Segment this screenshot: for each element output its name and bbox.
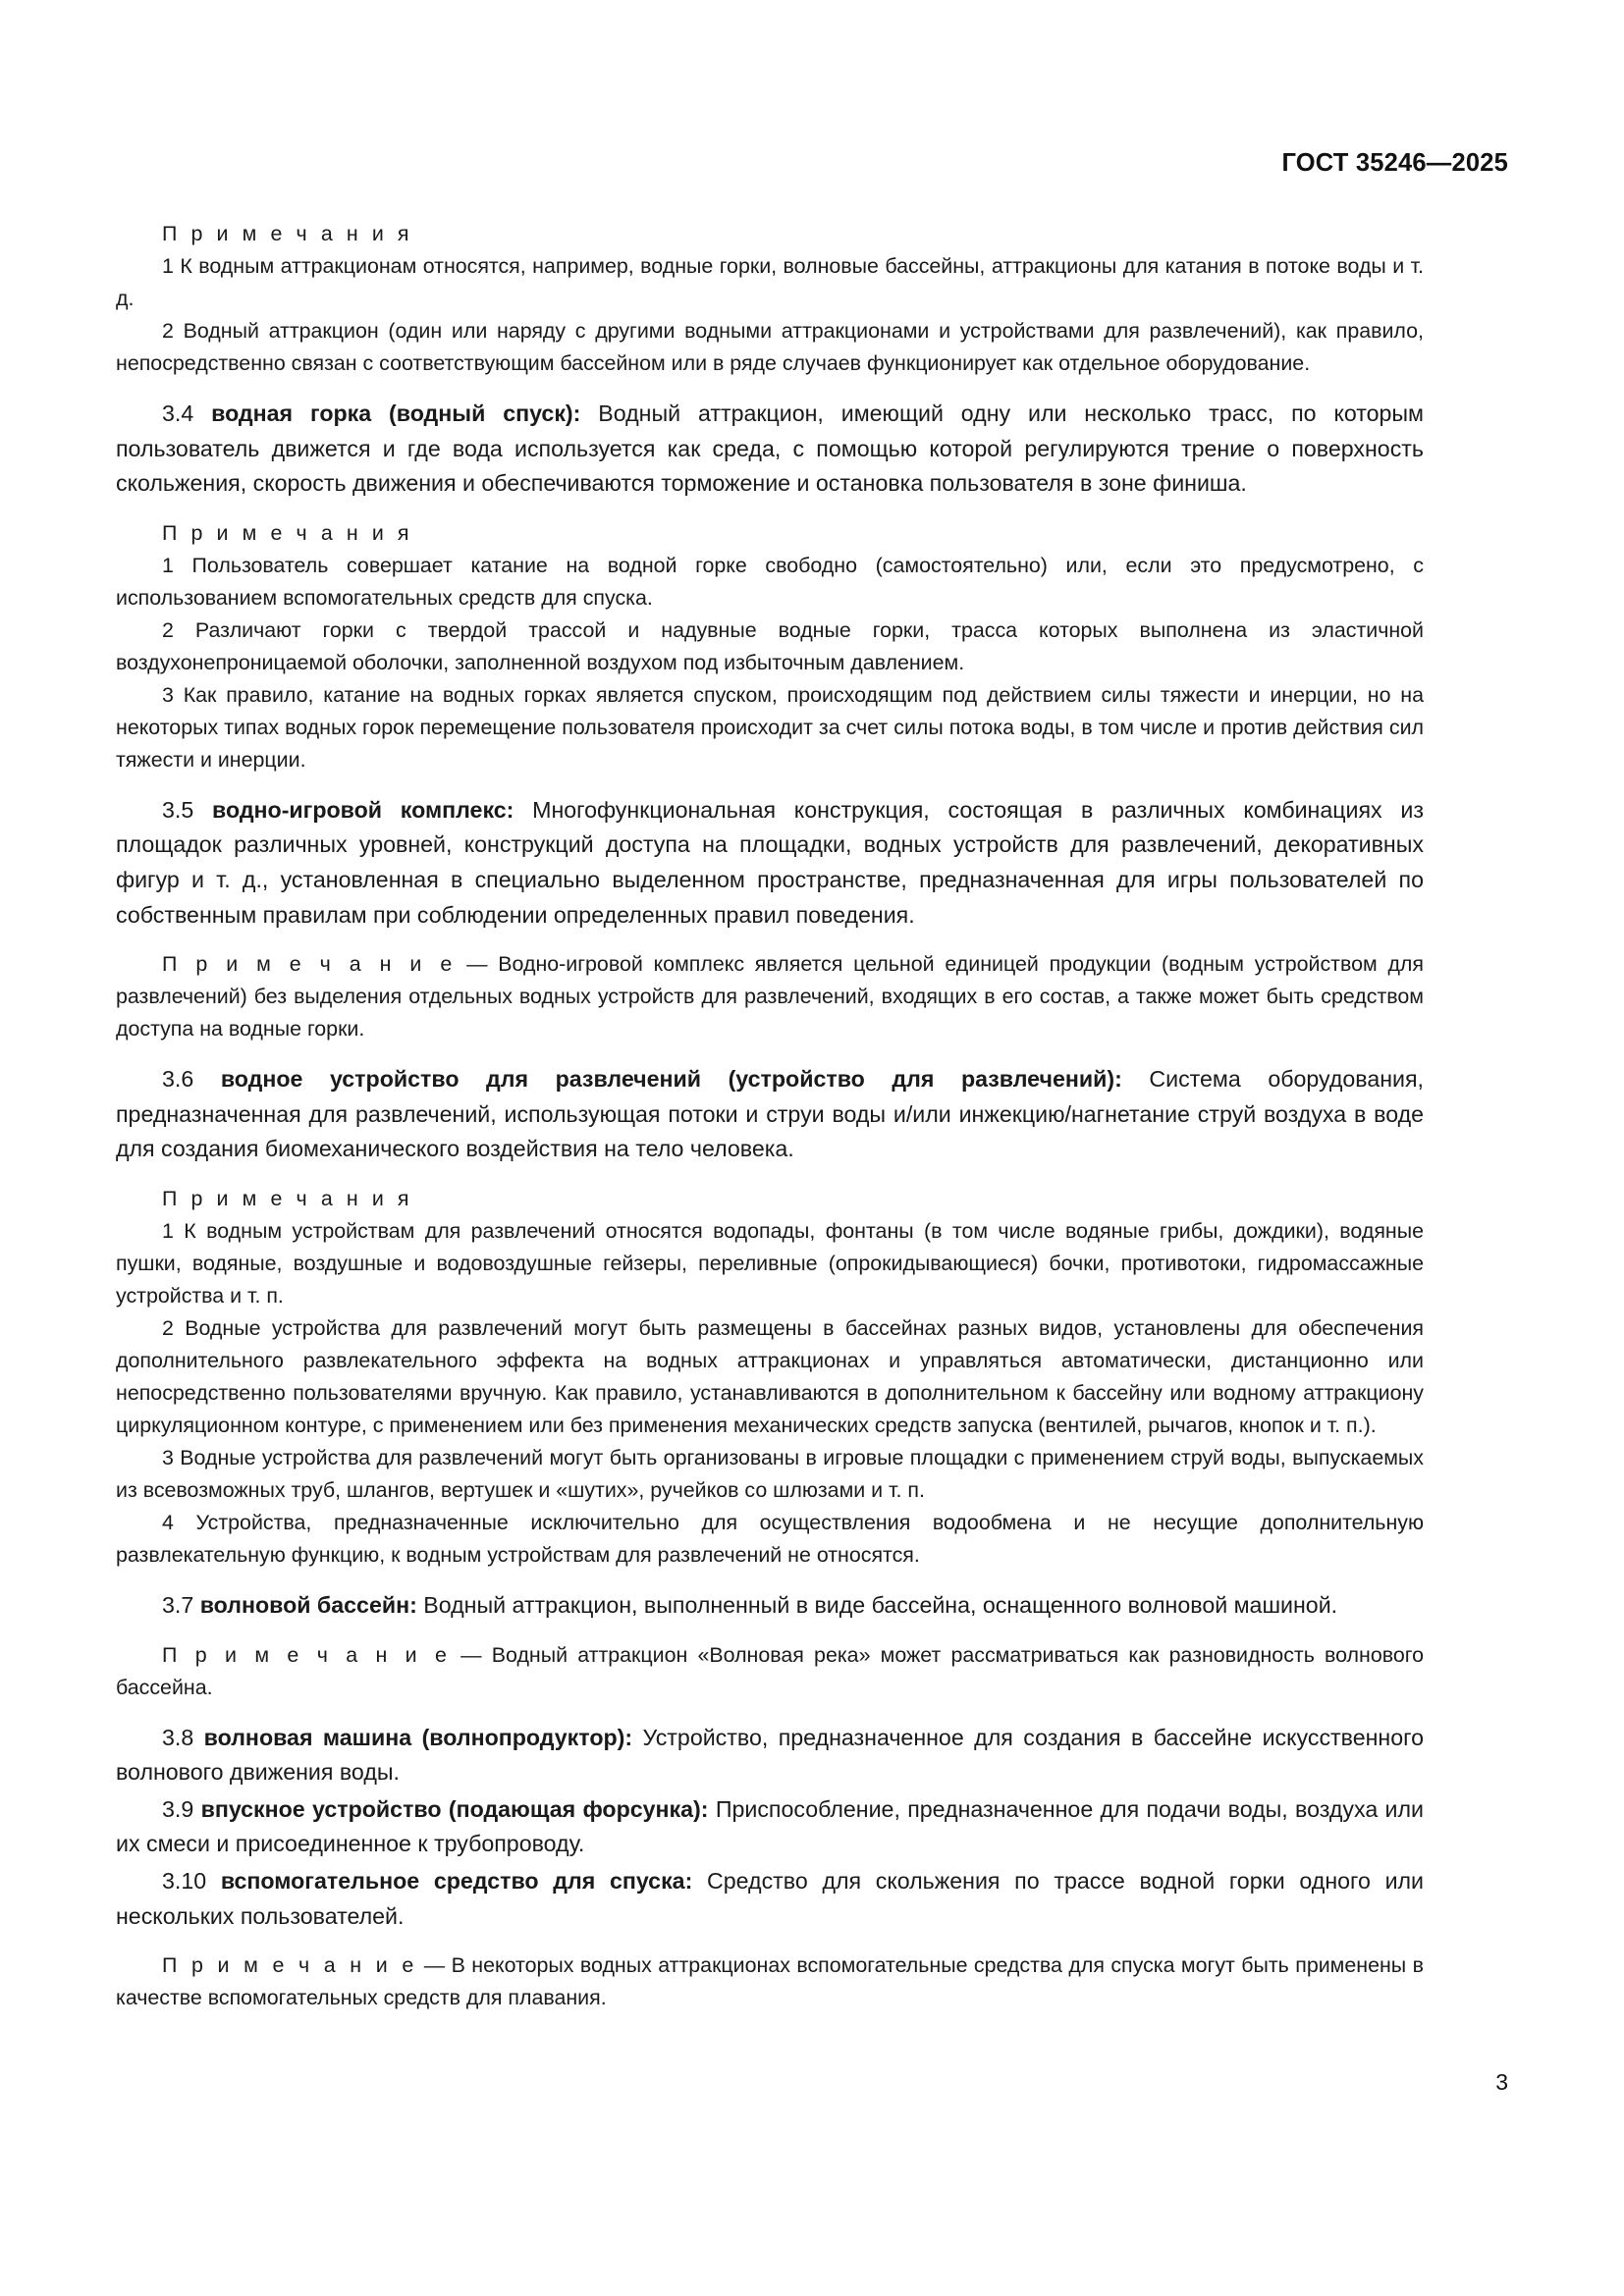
note-single-3-5 <box>116 948 1424 1045</box>
note-label: П р и м е ч а н и е <box>162 1953 418 1978</box>
note-item: 2 Водные устройства для развлечений могут быть размещены в бассейнах разных видов, установлены для обеспечения дополнительного развлекательного эффекта на водных аттракционах и управляться автоматически, дистанционно или непосредственно пользователями вручную. Как правило, устанавливаются в дополнительном к бассейну или водному аттракциону циркуляционном контуре, с применением или без применения механических средств запуска (вентилей, рычагов, кнопок и т. п.). <box>116 1315 1424 1437</box>
note-dash: — <box>417 1953 452 1978</box>
term-text: Многофункциональная конструкция, состоящая в различных комбинациях из площадок различных уровней, конструкций доступа на площадки, водных устройств для развлечений, декоративных фигур и т. д., установленная в специально выделенном пространстве, предназначенная для игры пользователей по собственным правилам при соблюдении определенных правил поведения. <box>116 796 1424 928</box>
term-number: 3.8 <box>162 1724 204 1750</box>
term-text: Средство для скольжения по трассе водной горки одного или нескольких пользователей. <box>116 1867 1425 1929</box>
term-name: впускное устройство (подающая форсунка): <box>200 1795 709 1822</box>
running-header-standard-number: ГОСТ 35246—2025 <box>1281 149 1508 177</box>
note-text: Водно-игровой комплекс является цельной единицей продукции (водным устройством для развлечений) без выделения отдельных водных устройств для развлечений, входящих в его состав, а также может быть средством доступа на водные горки. <box>116 952 1424 1041</box>
note-block-3-6 <box>116 1183 1424 1572</box>
term-text: Водный аттракцион, имеющий одну или несколько трасс, по которым пользователь движется и где вода используется как среда, с помощью которой регулируются трение о поверхность скольжения, скорость движения и обеспечиваются торможение и остановка пользователя в зоне финиша. <box>116 400 1424 497</box>
note-item: 2 Водный аттракцион (один или наряду с другими водными аттракционами и устройствами для развлечений), как правило, непосредственно связан с соответствующим бассейном или в ряде случаев функционирует как отдельное оборудование. <box>116 319 1424 375</box>
term-definition-3-9 <box>116 1792 1424 1862</box>
term-number: 3.7 <box>162 1591 200 1618</box>
note-label: П р и м е ч а н и е <box>162 952 457 977</box>
note-item: 1 К водным устройствам для развлечений относятся водопады, фонтаны (в том числе водяные грибы, дождики), водяные пушки, водяные, воздушные и водовоздушные гейзеры, переливные (опрокидывающиеся) бочки, противотоки, гидромассажные устройства и т. п. <box>116 1218 1424 1308</box>
note-single-3-7 <box>116 1639 1424 1704</box>
note-item: 2 Различают горки с твердой трассой и надувные водные горки, трасса которых выполнена из эластичной воздухонепроницаемой оболочки, заполненной воздухом под избыточным давлением. <box>116 617 1424 674</box>
note-item: 1 К водным аттракционам относятся, например, водные горки, волновые бассейны, аттракционы для катания в потоке воды и т. д. <box>116 254 1424 310</box>
notes-heading: П р и м е ч а н и я <box>162 1186 413 1210</box>
note-block-intro <box>116 218 1424 380</box>
term-name: водная горка (водный спуск): <box>211 400 581 426</box>
notes-heading: П р и м е ч а н и я <box>162 520 413 545</box>
term-number: 3.9 <box>162 1795 201 1822</box>
note-item: 4 Устройства, предназначенные исключительно для осуществления водообмена и не несущие дополнительную развлекательную функцию, к водным устройствам для развлечений не относятся. <box>116 1510 1424 1567</box>
term-definition-3-8 <box>116 1721 1424 1790</box>
note-label: П р и м е ч а н и е <box>162 1642 451 1667</box>
term-definition-3-10 <box>116 1864 1424 1934</box>
term-number: 3.10 <box>162 1867 221 1894</box>
note-text: В некоторых водных аттракционах вспомогательные средства для спуска могут быть применены в качестве вспомогательных средств для плавания. <box>116 1953 1424 2010</box>
term-definition-3-5 <box>116 793 1424 933</box>
term-name: вспомогательное средство для спуска: <box>220 1867 693 1894</box>
note-item: 3 Водные устройства для развлечений могут быть организованы в игровые площадки с применением струй воды, выпускаемых из всевозможных труб, шлангов, вертушек и «шутих», ручейков со шлюзами и т. п. <box>116 1445 1424 1502</box>
note-single-3-10 <box>116 1949 1424 2014</box>
note-block-3-4 <box>116 517 1424 776</box>
term-definition-3-7 <box>116 1588 1424 1624</box>
term-text: Водный аттракцион, выполненный в виде бассейна, оснащенного волновой машиной. <box>416 1591 1338 1618</box>
note-item: 1 Пользователь совершает катание на водной горке свободно (самостоятельно) или, если это предусмотрено, с использованием вспомогательных средств для спуска. <box>116 553 1424 610</box>
page-number: 3 <box>1495 2069 1508 2095</box>
term-definition-3-4 <box>116 397 1424 502</box>
term-name: водно-игровой комплекс: <box>212 796 514 823</box>
term-name: волновая машина (волнопродуктор): <box>203 1724 633 1750</box>
note-text: Водный аттракцион «Волновая река» может рассматриваться как разновидность волнового бассейна. <box>116 1642 1424 1699</box>
note-dash: — <box>451 1642 492 1667</box>
note-item: 3 Как правило, катание на водных горках является спуском, происходящим под действием силы тяжести и инерции, но на некоторых типах водных горок перемещение пользователя происходит за счет силы потока воды, в том числе и против действия сил тяжести и инерции. <box>116 682 1424 772</box>
page-content <box>116 218 1424 2014</box>
term-number: 3.6 <box>162 1066 221 1093</box>
term-number: 3.5 <box>162 796 213 823</box>
term-name: волновой бассейн: <box>199 1591 417 1618</box>
term-name: водное устройство для развлечений (устройство для развлечений): <box>220 1066 1122 1093</box>
term-text: Приспособление, предназначенное для подачи воды, воздуха или их смеси и присоединенное к трубопроводу. <box>116 1795 1424 1857</box>
term-number: 3.4 <box>162 400 212 426</box>
notes-heading: П р и м е ч а н и я <box>162 222 413 245</box>
term-text: Устройство, предназначенное для создания в бассейне искусственного волнового движения воды. <box>116 1724 1424 1786</box>
note-dash: — <box>456 952 499 977</box>
term-text: Система оборудования, предназначенная для развлечений, использующая потоки и струи воды и/или инжекцию/нагнетание струй воздуха в воде для создания биомеханического воздействия на тело человека. <box>116 1066 1424 1162</box>
term-definition-3-6 <box>116 1062 1424 1167</box>
